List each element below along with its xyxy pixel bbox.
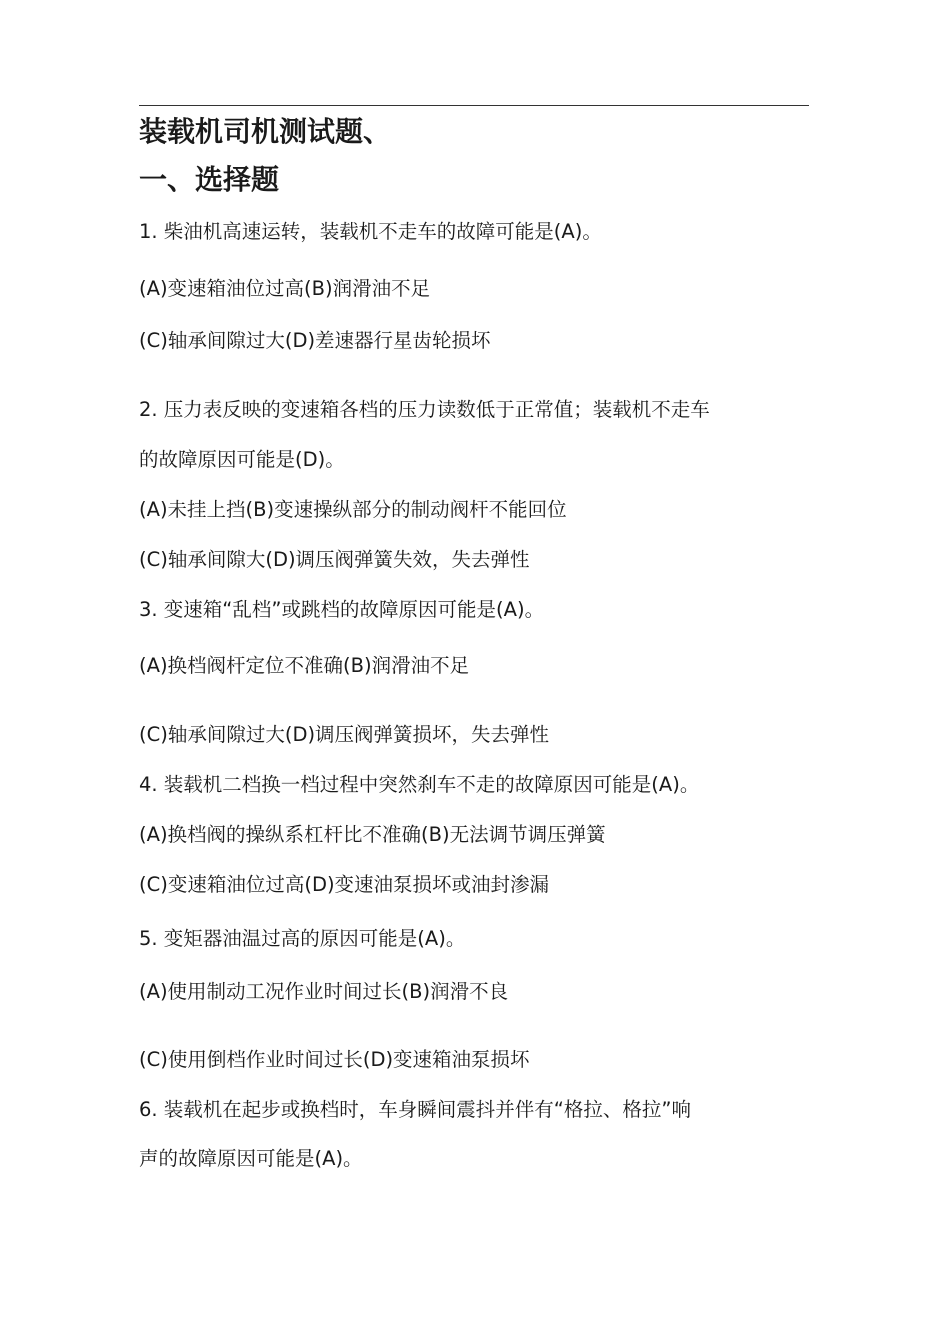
document-title: 装载机司机测试题、 — [139, 115, 392, 148]
question-1-options-cd: (C)轴承间隙过大(D)差速器行星齿轮损坏 — [139, 329, 491, 352]
question-5: 5. 变矩器油温过高的原因可能是(A)。 — [139, 927, 466, 950]
question-4-options-ab: (A)换档阀的操纵系杠杆比不准确(B)无法调节调压弹簧 — [139, 823, 606, 846]
section-heading: 一、选择题 — [139, 163, 280, 196]
question-6-line-1: 6. 装载机在起步或换档时，车身瞬间震抖并伴有“格拉、格拉”响 — [139, 1098, 692, 1121]
question-1: 1. 柴油机高速运转，装载机不走车的故障可能是(A)。 — [139, 220, 602, 243]
question-5-options-ab: (A)使用制动工况作业时间过长(B)润滑不良 — [139, 980, 509, 1003]
question-3-options-cd: (C)轴承间隙过大(D)调压阀弹簧损坏，失去弹性 — [139, 723, 550, 746]
question-2-line-2: 的故障原因可能是(D)。 — [139, 448, 345, 471]
question-6-line-2: 声的故障原因可能是(A)。 — [139, 1147, 363, 1170]
question-2-line-1: 2. 压力表反映的变速箱各档的压力读数低于正常值；装载机不走车 — [139, 398, 710, 421]
question-2-options-ab: (A)未挂上挡(B)变速操纵部分的制动阀杆不能回位 — [139, 498, 567, 521]
question-5-options-cd: (C)使用倒档作业时间过长(D)变速箱油泵损坏 — [139, 1048, 530, 1071]
question-2-options-cd: (C)轴承间隙大(D)调压阀弹簧失效，失去弹性 — [139, 548, 530, 571]
question-3: 3. 变速箱“乱档”或跳档的故障原因可能是(A)。 — [139, 598, 545, 621]
question-3-options-ab: (A)换档阀杆定位不准确(B)润滑油不足 — [139, 654, 470, 677]
question-1-options-ab: (A)变速箱油位过高(B)润滑油不足 — [139, 277, 431, 300]
header-rule — [139, 105, 809, 106]
question-4: 4. 装载机二档换一档过程中突然刹车不走的故障原因可能是(A)。 — [139, 773, 700, 796]
question-4-options-cd: (C)变速箱油位过高(D)变速油泵损坏或油封渗漏 — [139, 873, 550, 896]
